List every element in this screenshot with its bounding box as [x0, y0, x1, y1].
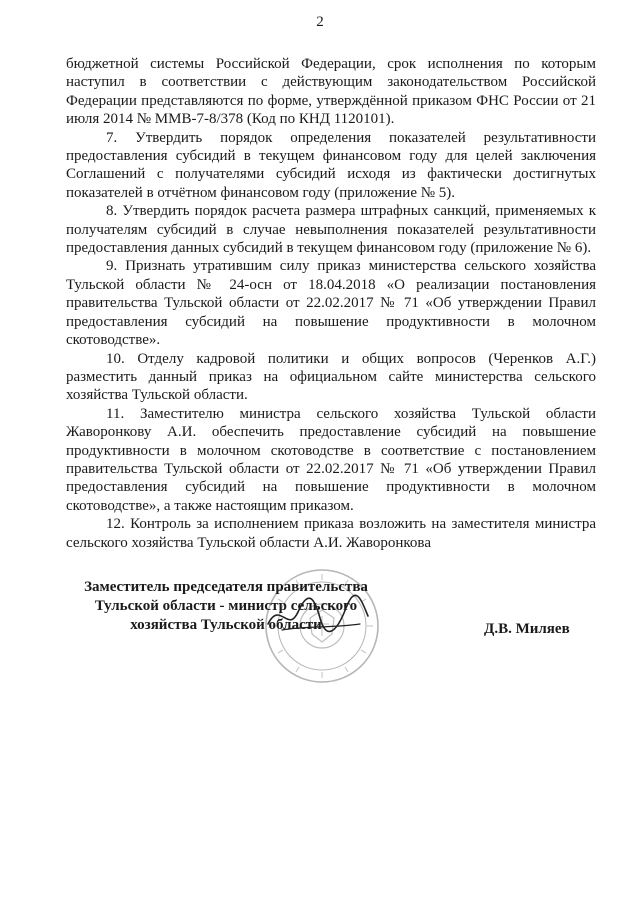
- document-body: [66, 55, 596, 552]
- paragraph-item-10: 10. Отделу кадровой политики и общих вопросов (Черенков А.Г.) разместить данный приказ на официальном сайте министерства сельского хозяйства Тульской области.: [66, 350, 596, 404]
- paragraph-continuation: бюджетной системы Российской Федерации, срок исполнения по которым наступил в соответствии с действующим законодательством Российской Федерации представляются по форме, утверждённой приказом ФНС России от 21 июля 2014 № ММВ-7-8/378 (Код по КНД 1120101).: [66, 56, 596, 128]
- signatory-position-line: Заместитель председателя правительства: [84, 579, 368, 595]
- page-number: 2: [316, 14, 324, 30]
- signatory-name: Д.В. Миляев: [484, 621, 570, 637]
- signatory-position-line: Тульской области - министр сельского: [94, 598, 358, 614]
- paragraph-item-8: 8. Утвердить порядок расчета размера штрафных санкций, применяемых к получателям субсидий в случае невыполнения показателей результативности предоставления данных субсидий в текущем финансовом году (приложение № 6).: [66, 203, 596, 257]
- handwritten-signature: [262, 590, 372, 640]
- paragraph-item-11: 11. Заместителю министра сельского хозяйства Тульской области Жаворонкову А.И. обеспечить предоставление субсидий на повышение продуктивности в молочном скотоводстве в соответствие с постановлением правительства Тульской области от 22.02.2017 № 71 «Об утверждении Правил предоставления субсидий на повышение продуктивности в молочном скотоводстве», а также настоящим приказом.: [66, 405, 596, 514]
- paragraph-item-7: 7. Утвердить порядок определения показателей результативности предоставления субсидий в текущем финансовом году для целей заключения Соглашений с получателями субсидий исходя из фактически достигнутых показателей в отчётном финансовом году (приложение № 5).: [66, 129, 596, 201]
- paragraph-item-9: 9. Признать утратившим силу приказ министерства сельского хозяйства Тульской области № 24-осн от 18.04.2018 «О реализации постановления правительства Тульской области от 22.02.2017 № 71 «Об утверждении Правил предоставления субсидий на повышение продуктивности в молочном скотоводстве».: [66, 258, 596, 349]
- signatory-position-line: хозяйства Тульской области: [130, 617, 322, 633]
- paragraph-item-12: 12. Контроль за исполнением приказа возложить на заместителя министра сельского хозяйства Тульской области А.И. Жаворонкова: [66, 516, 596, 551]
